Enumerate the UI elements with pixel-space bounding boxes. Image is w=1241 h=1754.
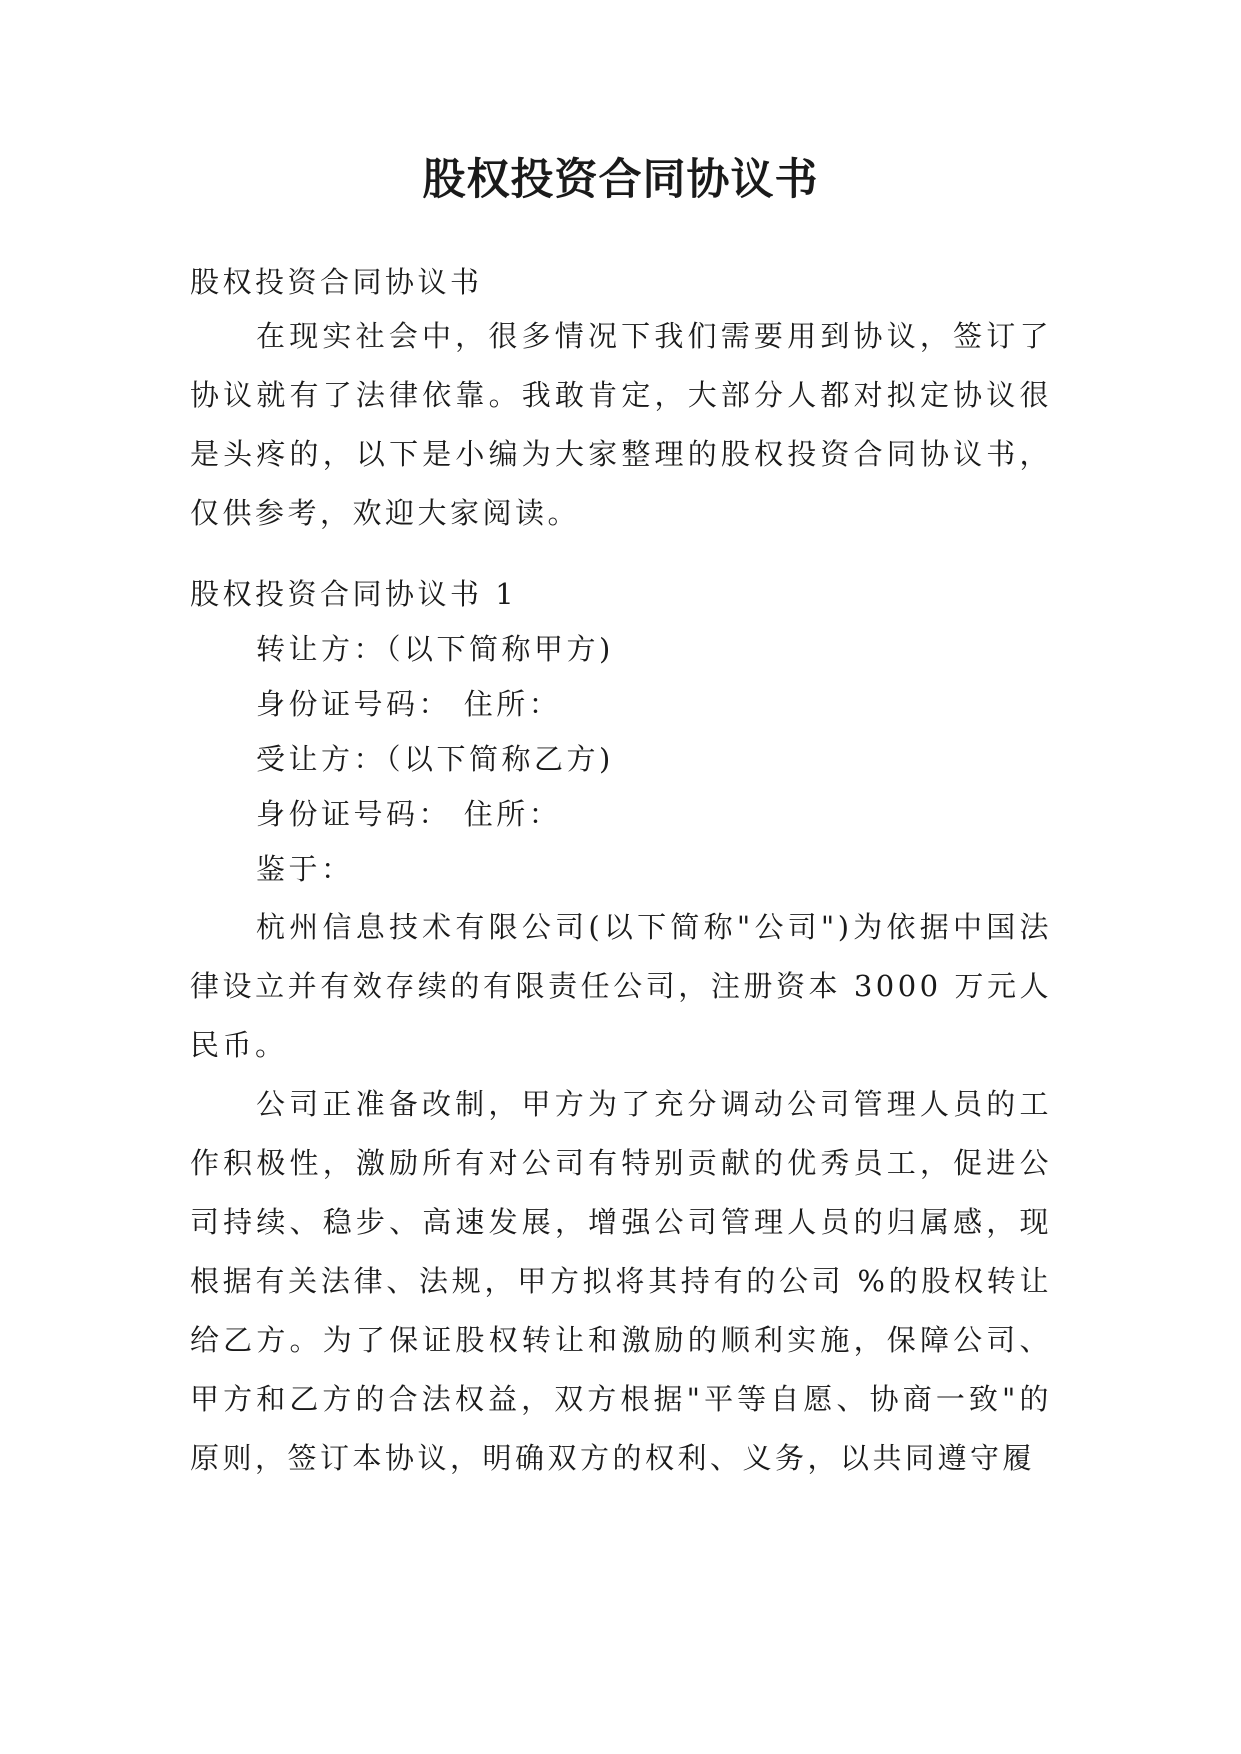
whereas-line: 鉴于：	[256, 852, 354, 886]
transferor-line: 转让方：（以下简称甲方)	[256, 632, 614, 666]
transferee-line: 受让方：（以下简称乙方)	[256, 742, 614, 776]
purpose-paragraph: 公司正准备改制，甲方为了充分调动公司管理人员的工作积极性，激励所有对公司有特别贡献的优秀员工，促进公司持续、稳步、高速发展，增强公司管理人员的归属感，现根据有关法律、法规，甲方拟将其持有的公司 %的股权转让给乙方。为了保证股权转让和激励的顺利实施，保障公司、甲方和乙方的合法权益，双方根据"平等自愿、协商一致"的原则，签订本协议，明确双方的权利、义务，以共同遵守履	[190, 1087, 1052, 1475]
company-paragraph: 杭州信息技术有限公司(以下简称"公司")为依据中国法律设立并有效存续的有限责任公司，注册资本 3000 万元人民币。	[190, 910, 1052, 1062]
transferor-id-line: 身份证号码： 住所：	[256, 687, 562, 721]
transferee-id-line: 身份证号码： 住所：	[256, 797, 562, 831]
section-heading: 股权投资合同协议书 1	[190, 577, 518, 611]
document-title: 股权投资合同协议书	[422, 155, 819, 205]
intro-paragraph: 在现实社会中，很多情况下我们需要用到协议，签订了协议就有了法律依靠。我敢肯定，大部分人都对拟定协议很是头疼的，以下是小编为大家整理的股权投资合同协议书，仅供参考，欢迎大家阅读。	[190, 319, 1052, 530]
intro-heading: 股权投资合同协议书	[190, 265, 483, 299]
